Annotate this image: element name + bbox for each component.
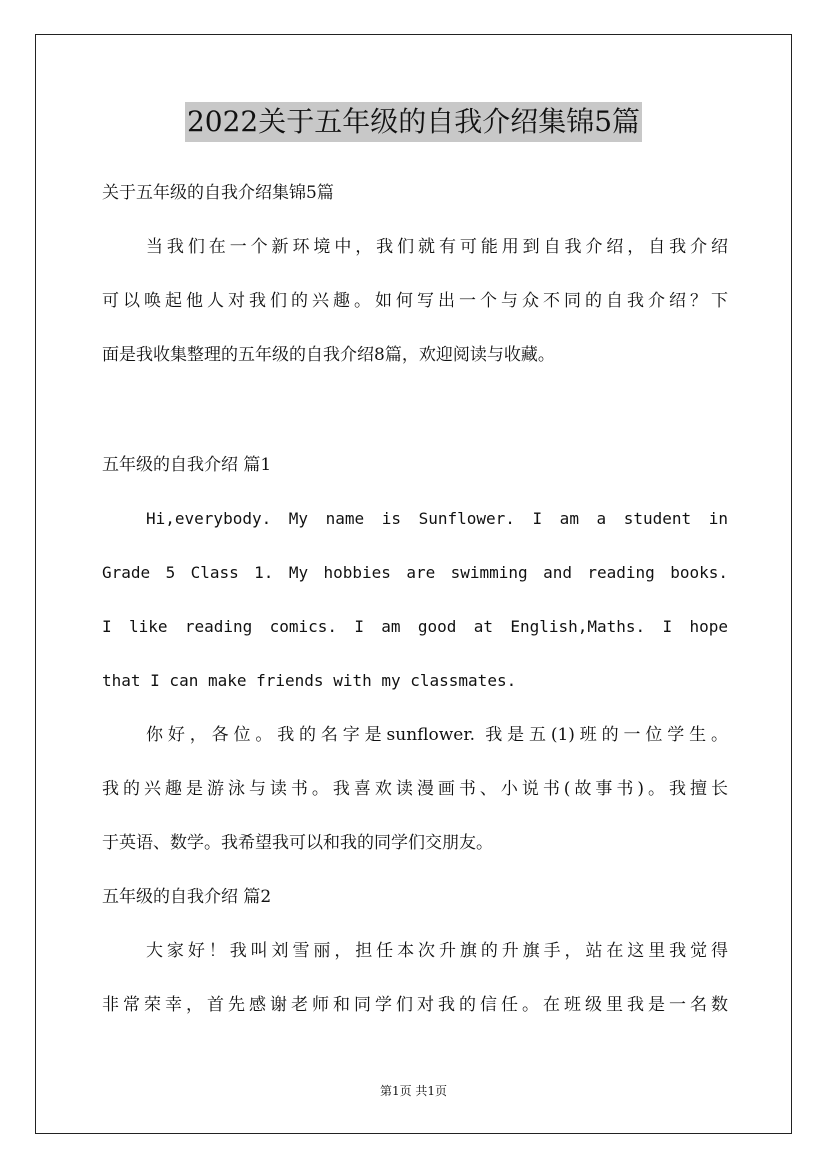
english-line-4: that I can make friends with my classmates.: [102, 671, 517, 690]
page-footer: 第1页 共1页: [379, 1084, 448, 1098]
section2-line-2: 非常荣幸，首先感谢老师和同学们对我的信任。在班级里我是一名数: [102, 995, 728, 1015]
title-container: [0, 102, 827, 142]
chinese-line-3: 于英语、数学。我希望我可以和我的同学们交朋友。: [102, 833, 493, 853]
intro-line-1: 当我们在一个新环境中，我们就有可能用到自我介绍，自我介绍: [146, 237, 728, 257]
document-title: 2022关于五年级的自我介绍集锦5篇: [185, 102, 642, 142]
intro-line-2: 可以唤起他人对我们的兴趣。如何写出一个与众不同的自我介绍？下: [102, 291, 728, 311]
section-heading-1: 五年级的自我介绍 篇1: [102, 455, 272, 475]
intro-line-3: 面是我收集整理的五年级的自我介绍8篇，欢迎阅读与收藏。: [102, 345, 555, 365]
subtitle-line: 关于五年级的自我介绍集锦5篇: [102, 183, 334, 203]
section-heading-2: 五年级的自我介绍 篇2: [102, 887, 272, 907]
section2-line-1: 大家好！我叫刘雪丽，担任本次升旗的升旗手，站在这里我觉得: [146, 941, 728, 961]
english-line-2: Grade 5 Class 1. My hobbies are swimming and reading books.: [102, 563, 728, 582]
english-line-3: I like reading comics. I am good at English,Maths. I hope: [102, 617, 728, 636]
chinese-line-2: 我的兴趣是游泳与读书。我喜欢读漫画书、小说书(故事书)。我擅长: [102, 779, 728, 799]
chinese-line-1: 你好，各位。我的名字是sunflower. 我是五(1)班的一位学生。: [146, 725, 728, 745]
english-line-1: Hi,everybody. My name is Sunflower. I am a student in: [146, 509, 728, 528]
